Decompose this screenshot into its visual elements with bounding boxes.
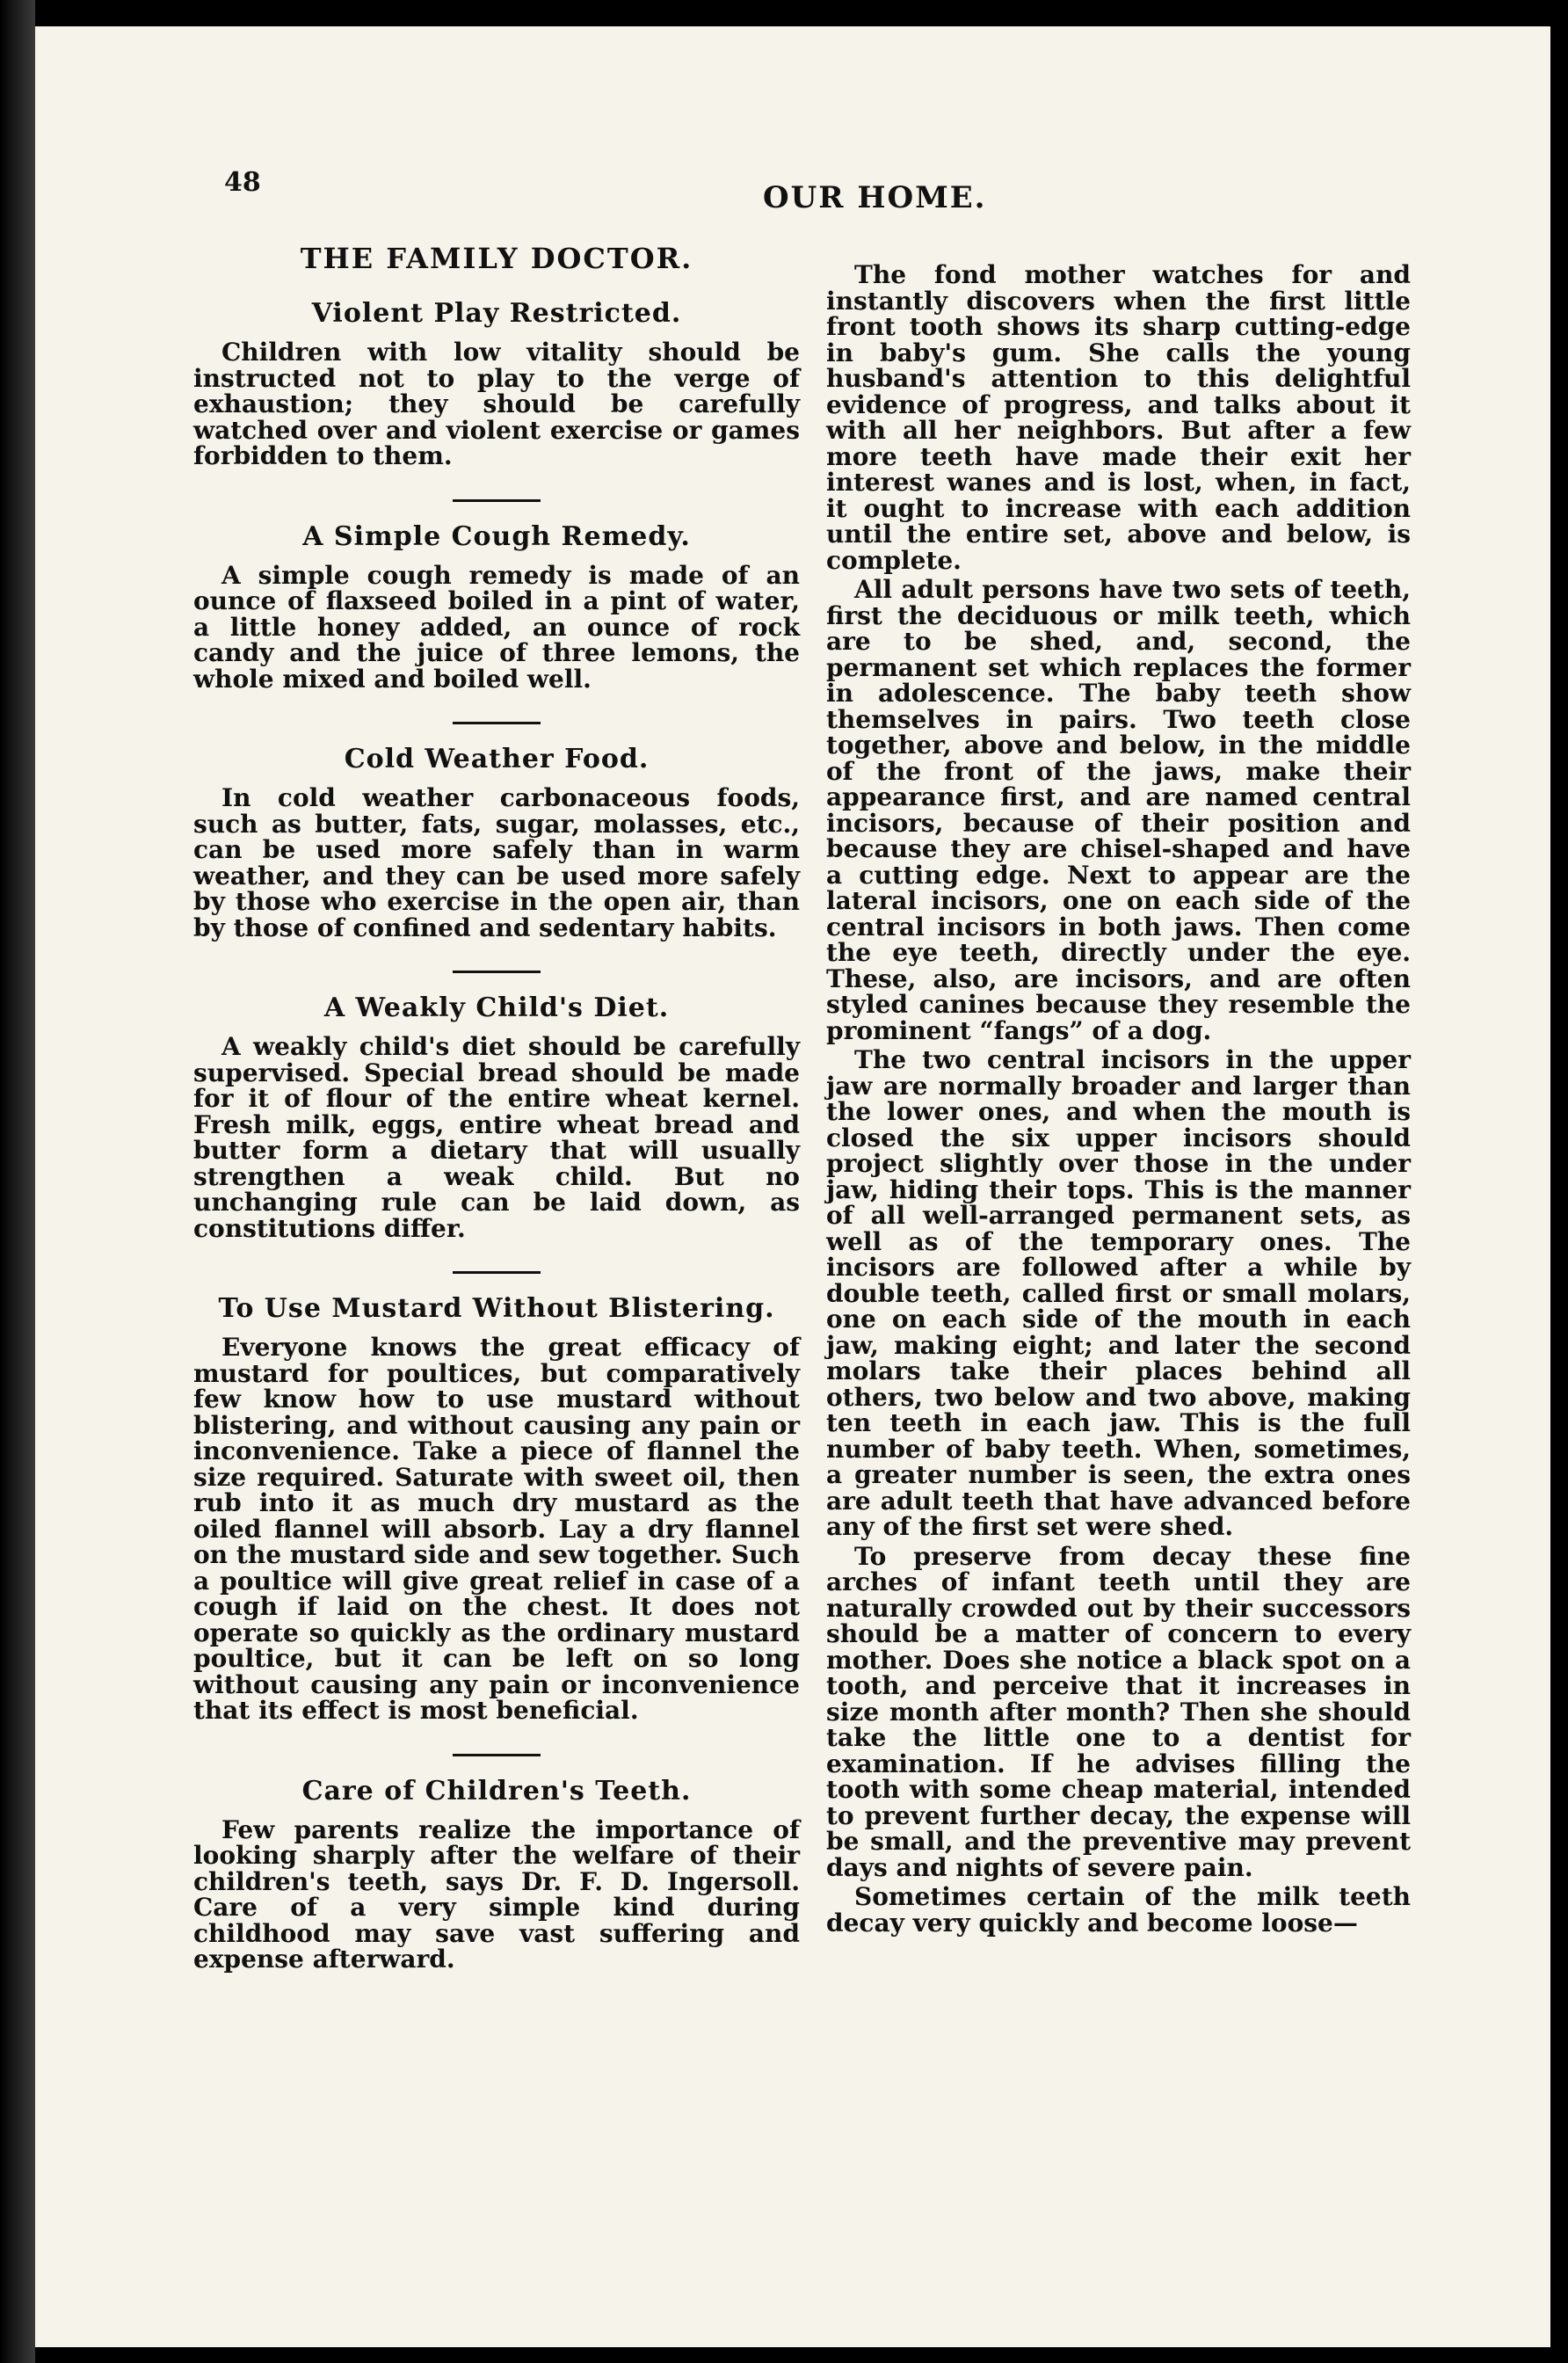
- running-title: OUR HOME.: [763, 180, 987, 215]
- article-violent-play: [193, 298, 800, 469]
- article-paragraph: A simple cough remedy is made of an ounce of flaxseed boiled in a pint of water, a little honey added, an ounce of rock candy and the juice of three lemons, the whole mixed and boiled well.: [193, 560, 800, 694]
- separator-rule: [453, 971, 541, 973]
- article-mustard: [193, 1293, 800, 1724]
- article-paragraph: Few parents realize the importance of looking sharply after the welfare of their children's teeth, says Dr. F. D. Ingersoll. Care of a very simple kind during childhood may save vast suffering and expense afterward.: [193, 1814, 800, 1974]
- article-paragraph: The fond mother watches for and instantly discovers when the first little front tooth shows its sharp cutting-edge in baby's gum. She calls the young husband's attention to this delightful evidence of progress, and talks about it with all her neighbors. But after a few more teeth have made their exit her interest wanes and is lost, when, in fact, it ought to increase with each addition until the entire set, above and below, is complete.: [826, 260, 1411, 575]
- article-paragraph: In cold weather carbonaceous foods, such as butter, fats, sugar, molasses, etc., can be used more safely than in warm weather, and they can be used more safely by those who exercise in the open air, than by those of confined and sedentary habits.: [193, 783, 800, 942]
- article-cough-remedy: [193, 521, 800, 693]
- separator-rule: [453, 1754, 541, 1756]
- article-heading: A Simple Cough Remedy.: [302, 520, 691, 552]
- article-childrens-teeth: [193, 1776, 800, 1973]
- page-number: 48: [224, 167, 261, 198]
- article-heading: Care of Children's Teeth.: [301, 1775, 692, 1807]
- right-column: [826, 262, 1411, 1936]
- article-paragraph: Sometimes certain of the milk teeth decay very quickly and become loose—: [826, 1882, 1411, 1938]
- article-paragraph: To preserve from decay these fine arches of infant teeth until they are naturally crowded out by their successors should be a matter of concern to every mother. Does she notice a black spot on a tooth, and perceive that it increases in size month after month? Then she should take the little one to a dentist for examination. If he advises filling the tooth with some cheap material, intended to prevent further decay, the expense will be small, and the preventive may prevent days and nights of severe pain.: [826, 1541, 1411, 1882]
- article-paragraph: The two central incisors in the upper jaw are normally broader and larger than the lower ones, and when the mouth is closed the six upper incisors should project slightly over those in the under jaw, hiding their tops. This is the manner of all well-arranged permanent sets, as well as of the temporary ones. The incisors are followed after a while by double teeth, called first or small molars, one on each side of the mouth in each jaw, making eight; and later the second molars take their places behind all others, two below and two above, making ten teeth in each jaw. This is the full number of baby teeth. When, sometimes, a greater number is seen, the extra ones are adult teeth that have advanced before any of the first set were shed.: [826, 1045, 1411, 1541]
- article-heading: To Use Mustard Without Blistering.: [218, 1293, 775, 1324]
- separator-rule: [453, 1271, 541, 1274]
- article-heading: Cold Weather Food.: [344, 744, 650, 774]
- section-title: THE FAMILY DOCTOR.: [300, 242, 693, 275]
- separator-rule: [453, 499, 541, 502]
- article-cold-weather-food: [193, 744, 800, 941]
- scan-edge: [0, 0, 35, 2363]
- article-paragraph: Everyone knows the great efficacy of mustard for poultices, but comparatively few know how to use mustard without blistering, and without causing any pain or inconvenience. Take a piece of flannel the size required. Saturate with sweet oil, then rub into it as much dry mustard as the oiled flannel will absorb. Lay a dry flannel on the mustard side and sew together. Such a poultice will give great relief in case of a cough if laid on the chest. It does not operate so quickly as the ordinary mustard poultice, but it can be left on so long without causing any pain or inconvenience that its effect is most beneficial.: [193, 1333, 800, 1725]
- separator-rule: [453, 722, 541, 724]
- left-column: [193, 242, 800, 1973]
- article-paragraph: Children with low vitality should be instructed not to play to the verge of exhaustion; they should be carefully watched over and violent exercise or games forbidden to them.: [193, 338, 800, 470]
- article-heading: A Weakly Child's Diet.: [323, 992, 670, 1023]
- article-heading: Violent Play Restricted.: [311, 298, 682, 329]
- article-paragraph: A weakly child's diet should be carefully supervised. Special bread should be made for it of flour of the entire wheat kernel. Fresh milk, eggs, entire wheat bread and butter form a dietary that will usually strengthen a weak child. But no unchanging rule can be laid down, as constitutions differ.: [193, 1032, 800, 1243]
- article-paragraph: All adult persons have two sets of teeth, first the deciduous or milk teeth, which are to be shed, and, second, the permanent set which replaces the former in adolescence. The baby teeth show themselves in pairs. Two teeth close together, above and below, in the middle of the front of the jaws, make their appearance first, and are named central incisors, because of their position and because they are chisel-shaped and have a cutting edge. Next to appear are the lateral incisors, one on each side of the central incisors in both jaws. Then come the eye teeth, directly under the eye. These, also, are incisors, and are often styled canines because they resemble the prominent “fangs” of a dog.: [826, 575, 1411, 1045]
- article-weakly-child-diet: [193, 992, 800, 1241]
